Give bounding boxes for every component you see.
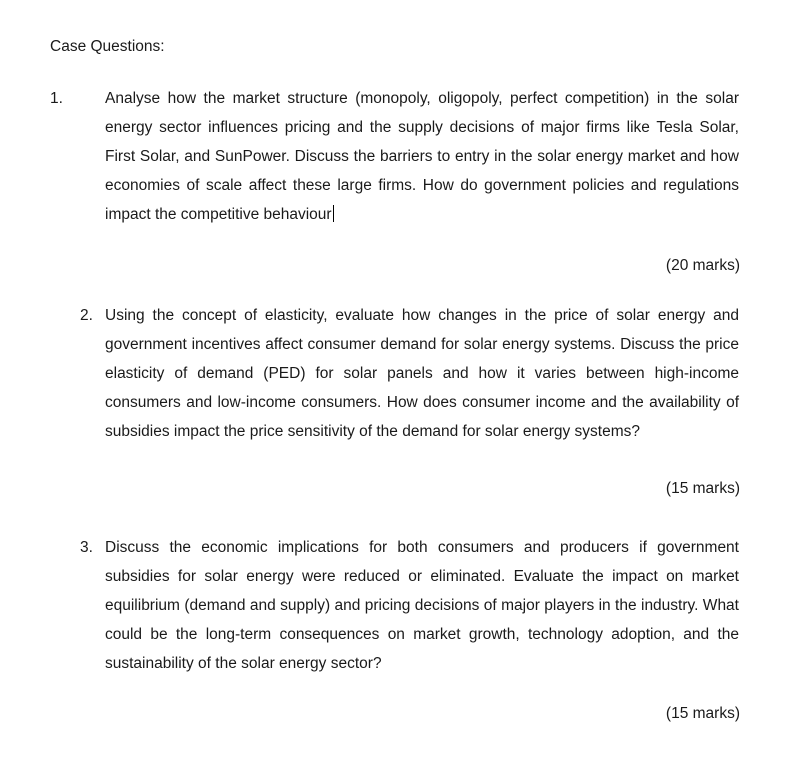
question-text[interactable]: Analyse how the market structure (monopoly, oligopoly, perfect competition) in the solar energy sector influences pricing and the supply decisions of major firms like Tesla Solar, First Solar, and SunPower. Discuss the barriers to entry in the solar energy market and how economies of scale affect these large firms. How do government policies and regulations impact the competitive behaviour [105,90,739,223]
question-number: 1. [50,90,63,107]
question-text[interactable]: Discuss the economic implications for both consumers and producers if government subsidies for solar energy were reduced or eliminated. Evaluate the impact on market equilibrium (demand and supply) and pricing decisions of major players in the industry. What could be the long-term consequences on market growth, technology adoption, and the sustainability of the solar energy sector? [105,539,739,672]
text-cursor [333,205,334,222]
question-marks: (20 marks) [665,257,740,274]
question-number: 2. [80,307,93,324]
question-marks: (15 marks) [665,705,740,722]
question-number: 3. [80,539,93,556]
question-marks: (15 marks) [665,480,740,497]
case-questions-heading: Case Questions: [50,38,165,55]
question-text[interactable]: Using the concept of elasticity, evaluate how changes in the price of solar energy and government incentives affect consumer demand for solar energy systems. Discuss the price elasticity of demand (PED) for solar panels and how it varies between high-income consumers and low-income consumers. How does consumer income and the availability of subsidies impact the price sensitivity of the demand for solar energy systems? [105,307,739,440]
